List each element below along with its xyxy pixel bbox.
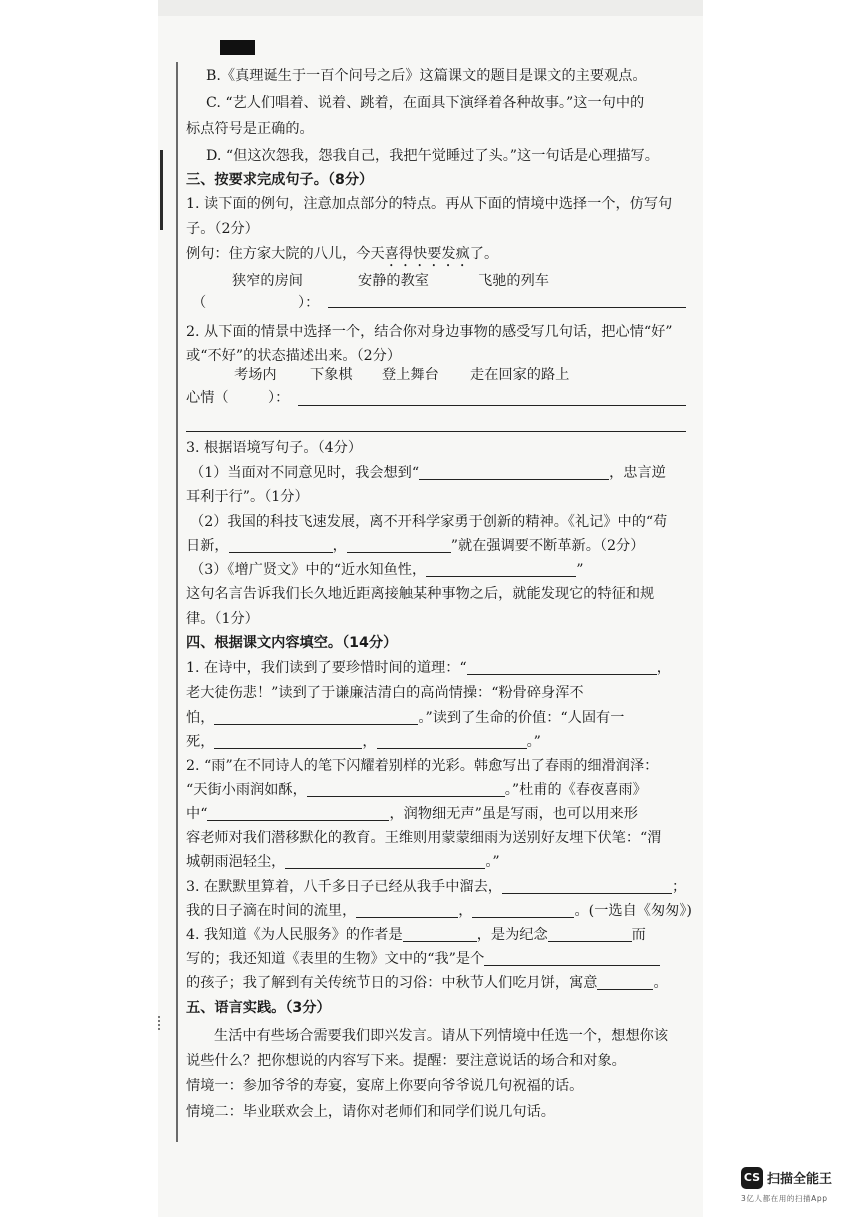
sec4-blank-10[interactable] xyxy=(472,902,574,918)
sec4-l14-end: 。 xyxy=(653,975,668,991)
sec4-blank-11[interactable] xyxy=(403,926,477,942)
q1-answer-open: （ xyxy=(192,295,207,311)
sec4-line12 xyxy=(186,923,646,947)
q2-option-4: 走在回家的路上 xyxy=(470,367,570,383)
sec4-blank-13[interactable] xyxy=(484,950,660,966)
sec4-l9-text-b: 。” xyxy=(485,854,500,870)
example-emphasis: 喜得快要发疯 xyxy=(384,246,470,262)
q2-option-3: 登上舞台 xyxy=(382,367,439,383)
sec4-l6-text-a: “天街小雨润如酥， xyxy=(186,782,307,798)
sec4-line9 xyxy=(186,850,500,874)
sec4-l10-text-a: 3. 在默默里算着，八千多日子已经从我手中溜去， xyxy=(186,879,502,895)
sec4-line2: 老大徒伤悲！”读到了于谦廉洁清白的高尚情操：“粉骨碎身浑不 xyxy=(186,685,584,701)
sec5-scenario-1: 情境一：参加爷爷的寿宴，宴席上你要向爷爷说几句祝福的话。 xyxy=(186,1078,584,1094)
sec4-l4-comma: ， xyxy=(362,734,377,750)
q3-2-blank-2[interactable] xyxy=(347,537,451,553)
sec4-line13 xyxy=(186,947,660,971)
sec4-blank-3[interactable] xyxy=(214,733,362,749)
q1-option-3: 飞驰的列车 xyxy=(478,273,549,289)
sec4-blank-1[interactable] xyxy=(467,659,657,675)
q3-1-blank[interactable] xyxy=(419,464,609,480)
sec4-blank-8[interactable] xyxy=(502,878,672,894)
sec4-l7-text-a: 中“ xyxy=(186,806,208,822)
section-3-title: 三、按要求完成句子。（8分） xyxy=(186,172,374,188)
sec4-l12-text-a: 4. 我知道《为人民服务》的作者是 xyxy=(186,927,403,943)
q2-option-1: 考场内 xyxy=(234,367,277,383)
q3-3-text-a: （3）《增广贤文》中的“近水知鱼性， xyxy=(190,562,427,578)
sec4-l1-comma: ， xyxy=(656,660,671,676)
q3-2-line1: （2）我国的科技飞速发展，离不开科学家勇于创新的精神。《礼记》中的“苟 xyxy=(190,514,668,530)
margin-dots-mark xyxy=(158,1016,163,1030)
sec3-q2-line1: 2. 从下面的情景中选择一个，结合你对身边事物的感受写几句话，把心情“好” xyxy=(186,324,673,340)
sec4-l9-text-a: 城朝雨浥轻尘， xyxy=(186,854,286,870)
camscanner-logo-icon: CS xyxy=(741,1167,763,1189)
sec4-l12-text-b: ，是为纪念 xyxy=(476,927,548,943)
sec4-line4 xyxy=(186,730,541,754)
sec4-l1-text: 1. 在诗中，我们读到了要珍惜时间的道理：“ xyxy=(186,660,467,676)
q3-3-line1 xyxy=(190,558,583,582)
q3-2-blank-1[interactable] xyxy=(229,537,333,553)
sec4-l7-text-b: ，润物细无声”虽是写雨，也可以用来形 xyxy=(389,806,638,822)
sec4-l14-text-a: 的孩子；我了解到有关传统节日的习俗：中秋节人们吃月饼，寓意 xyxy=(186,975,598,991)
option-c-line2: 标点符号是正确的。 xyxy=(186,121,314,137)
q2-option-2: 下象棋 xyxy=(310,367,353,383)
sec4-l13-text-a: 写的；我还知道《表里的生物》文中的“我”是个 xyxy=(186,951,485,967)
sec3-q1-line2: 子。（2分） xyxy=(186,221,259,237)
option-c-line1: C. “艺人们唱着、说着、跳着，在面具下演绎着各种故事。”这一句中的 xyxy=(206,95,645,111)
q2-answer-prefix: 心情（ xyxy=(186,390,229,406)
q1-answer-close: ）： xyxy=(298,295,320,311)
q3-1-line1 xyxy=(190,461,666,485)
sec5-scenario-2: 情境二：毕业联欢会上，请你对老师们和同学们说几句话。 xyxy=(186,1104,555,1120)
section-4-title: 四、根据课文内容填空。（14分） xyxy=(186,635,398,651)
sec4-blank-5[interactable] xyxy=(307,781,505,797)
q2-answer-line-1[interactable] xyxy=(298,405,686,406)
sec4-l3-text-b: 。”读到了生命的价值：“人固有一 xyxy=(418,710,625,726)
scanner-watermark xyxy=(741,1165,851,1205)
sec5-paragraph-2: 说些什么？把你想说的内容写下来。提醒：要注意说话的场合和对象。 xyxy=(186,1053,626,1069)
example-suffix: 了。 xyxy=(469,246,499,262)
sec4-l11-text-c: 。(一选自《匆匆》) xyxy=(574,903,692,919)
sec4-l4-text-a: 死， xyxy=(186,734,215,750)
sec4-blank-6[interactable] xyxy=(207,805,389,821)
section-5-title: 五、语言实践。（3分） xyxy=(186,1000,331,1016)
q2-answer-close: ）： xyxy=(268,390,290,406)
sec3-q3-title: 3. 根据语境写句子。（4分） xyxy=(186,440,363,456)
sec4-blank-7[interactable] xyxy=(285,853,485,869)
q3-2-line2 xyxy=(186,534,644,558)
q3-3-blank[interactable] xyxy=(426,561,576,577)
sec4-line11 xyxy=(186,899,692,923)
q3-3-line3: 律。（1分） xyxy=(186,611,259,627)
q2-answer-line-2[interactable] xyxy=(186,431,686,432)
sec4-line1 xyxy=(186,656,671,680)
sec4-line3 xyxy=(186,706,624,730)
sec4-l11-comma: ， xyxy=(458,903,473,919)
q3-1-text-b: ，忠言逆 xyxy=(609,465,666,481)
sec4-blank-14[interactable] xyxy=(597,974,653,990)
sec4-blank-2[interactable] xyxy=(214,709,418,725)
q3-1-text-a: （1）当面对不同意见时，我会想到“ xyxy=(190,465,420,481)
q3-2-text-a: 日新， xyxy=(186,538,229,554)
example-prefix: 例句：住方家大院的八儿，今天 xyxy=(186,246,385,262)
sec4-l6-text-b: 。”杜甫的《春夜喜雨》 xyxy=(504,782,647,798)
option-d: D. “但这次怨我，怨我自己，我把午觉睡过了头。”这一句话是心理描写。 xyxy=(206,148,659,164)
page-top-shadow xyxy=(158,0,703,16)
sec4-line7 xyxy=(186,802,638,826)
sec4-blank-9[interactable] xyxy=(356,902,458,918)
q1-option-2: 安静的教室 xyxy=(358,273,429,289)
binding-margin-line xyxy=(176,62,178,1142)
q1-option-1: 狭窄的房间 xyxy=(232,273,303,289)
sec4-line10 xyxy=(186,875,686,899)
redaction-block xyxy=(220,40,255,55)
sec3-q2-line2: 或“不好”的状态描述出来。（2分） xyxy=(186,348,402,364)
watermark-tagline: 3亿人都在用的扫描App xyxy=(741,1194,828,1203)
sec4-line6 xyxy=(186,778,647,802)
q3-2-text-b: ， xyxy=(332,538,347,554)
q3-3-text-b: ” xyxy=(576,562,584,578)
sec4-blank-12[interactable] xyxy=(548,926,632,942)
watermark-app-name: 扫描全能王 xyxy=(767,1172,833,1187)
sec5-paragraph-1: 生活中有些场合需要我们即兴发言。请从下列情境中任选一个，想想你该 xyxy=(214,1028,669,1044)
sec4-l12-text-c: 而 xyxy=(631,927,646,943)
sec4-line8: 容老师对我们潜移默化的教育。王维则用蒙蒙细雨为送别好友埋下伏笔：“渭 xyxy=(186,830,662,846)
q3-3-line2: 这句名言告诉我们长久地近距离接触某种事物之后，就能发现它的特征和规 xyxy=(186,586,655,602)
sec4-l10-text-b: ； xyxy=(672,879,687,895)
q3-1-line2: 耳利于行”。（1分） xyxy=(186,489,309,505)
margin-bracket-mark xyxy=(160,150,163,230)
q1-answer-line[interactable] xyxy=(328,307,686,308)
sec4-l4-end: 。” xyxy=(526,734,541,750)
q3-2-text-c: ”就在强调要不断革新。（2分） xyxy=(450,538,645,554)
sec4-l3-text-a: 怕， xyxy=(186,710,215,726)
sec4-l11-text-a: 我的日子滴在时间的流里， xyxy=(186,903,357,919)
sec3-q1-line1: 1. 读下面的例句，注意加点部分的特点。再从下面的情境中选择一个，仿写句 xyxy=(186,196,673,212)
example-sentence xyxy=(186,242,498,266)
option-b: B.《真理诞生于一百个问号之后》这篇课文的题目是课文的主要观点。 xyxy=(206,68,647,84)
sec4-line14 xyxy=(186,971,668,995)
sec4-line5: 2. “雨”在不同诗人的笔下闪耀着别样的光彩。韩愈写出了春雨的细滑润泽： xyxy=(186,758,659,774)
sec4-blank-4[interactable] xyxy=(377,733,527,749)
